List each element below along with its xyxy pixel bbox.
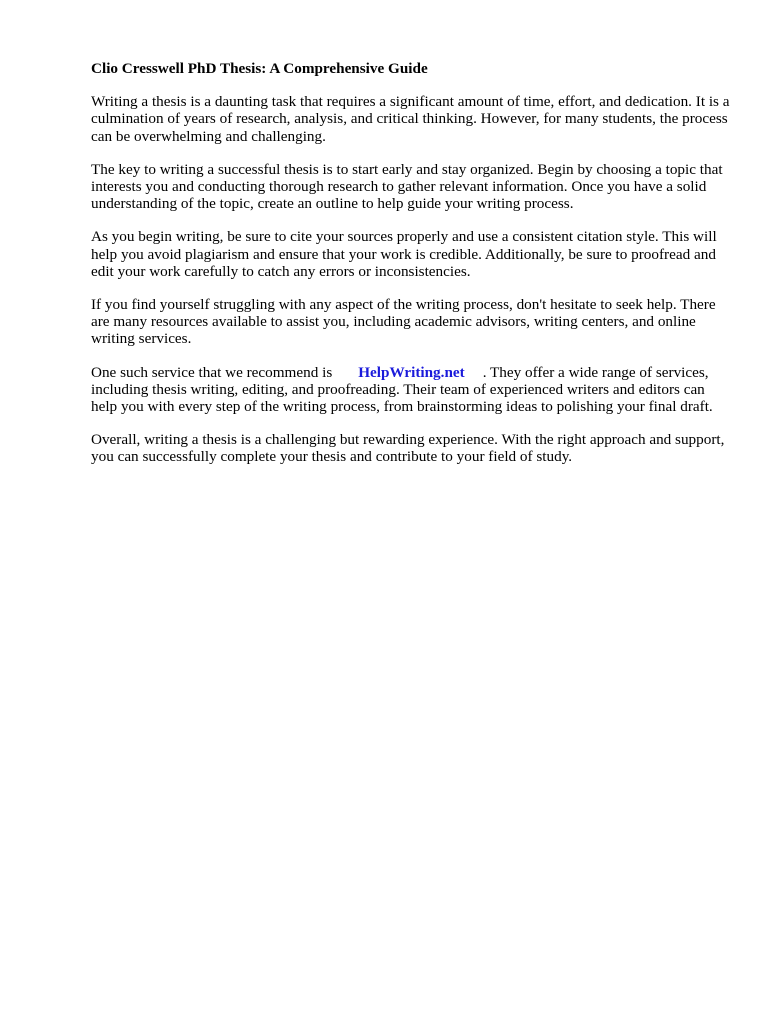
recommendation-lead-text: One such service that we recommend is (91, 363, 333, 381)
paragraph-start-early: The key to writing a successful thesis is to start early and stay organized. Begin by choosing a topic that interests you and conducting thorough research to gather relevant information. Once you have a solid understanding of the topic, create an outline to help guide your writing process. (91, 160, 723, 213)
document-body (91, 60, 731, 482)
paragraph-recommendation (91, 364, 731, 416)
paragraph-citations: As you begin writing, be sure to cite your sources properly and use a consistent citation style. This will help you avoid plagiarism and ensure that your work is credible. Additionally, be sure to proofread and edit your work carefully to catch any errors or inconsistencies. (91, 228, 717, 280)
paragraph-conclusion: Overall, writing a thesis is a challenging but rewarding experience. With the right approach and support, you can successfully complete your thesis and contribute to your field of study. (91, 431, 725, 466)
paragraph-intro: Writing a thesis is a daunting task that requires a significant amount of time, effort, and dedication. It is a culmination of years of research, analysis, and critical thinking. However, for many students, the process can be overwhelming and challenging. (91, 93, 730, 145)
paragraph-seek-help: If you find yourself struggling with any aspect of the writing process, don't hesitate to seek help. There are many resources available to assist you, including academic advisors, writing centers, and online writing services. (91, 296, 716, 348)
recommendation-tail-text: . They offer a wide range of services, including thesis writing, editing, and proofreading. Their team of experienced writers and editors can help you with every step of the writing process, from brainstorming ideas to polishing your final draft. (91, 363, 713, 416)
document-title: Clio Cresswell PhD Thesis: A Comprehensive Guide (91, 60, 428, 77)
helpwriting-link[interactable]: HelpWriting.net (358, 363, 465, 381)
